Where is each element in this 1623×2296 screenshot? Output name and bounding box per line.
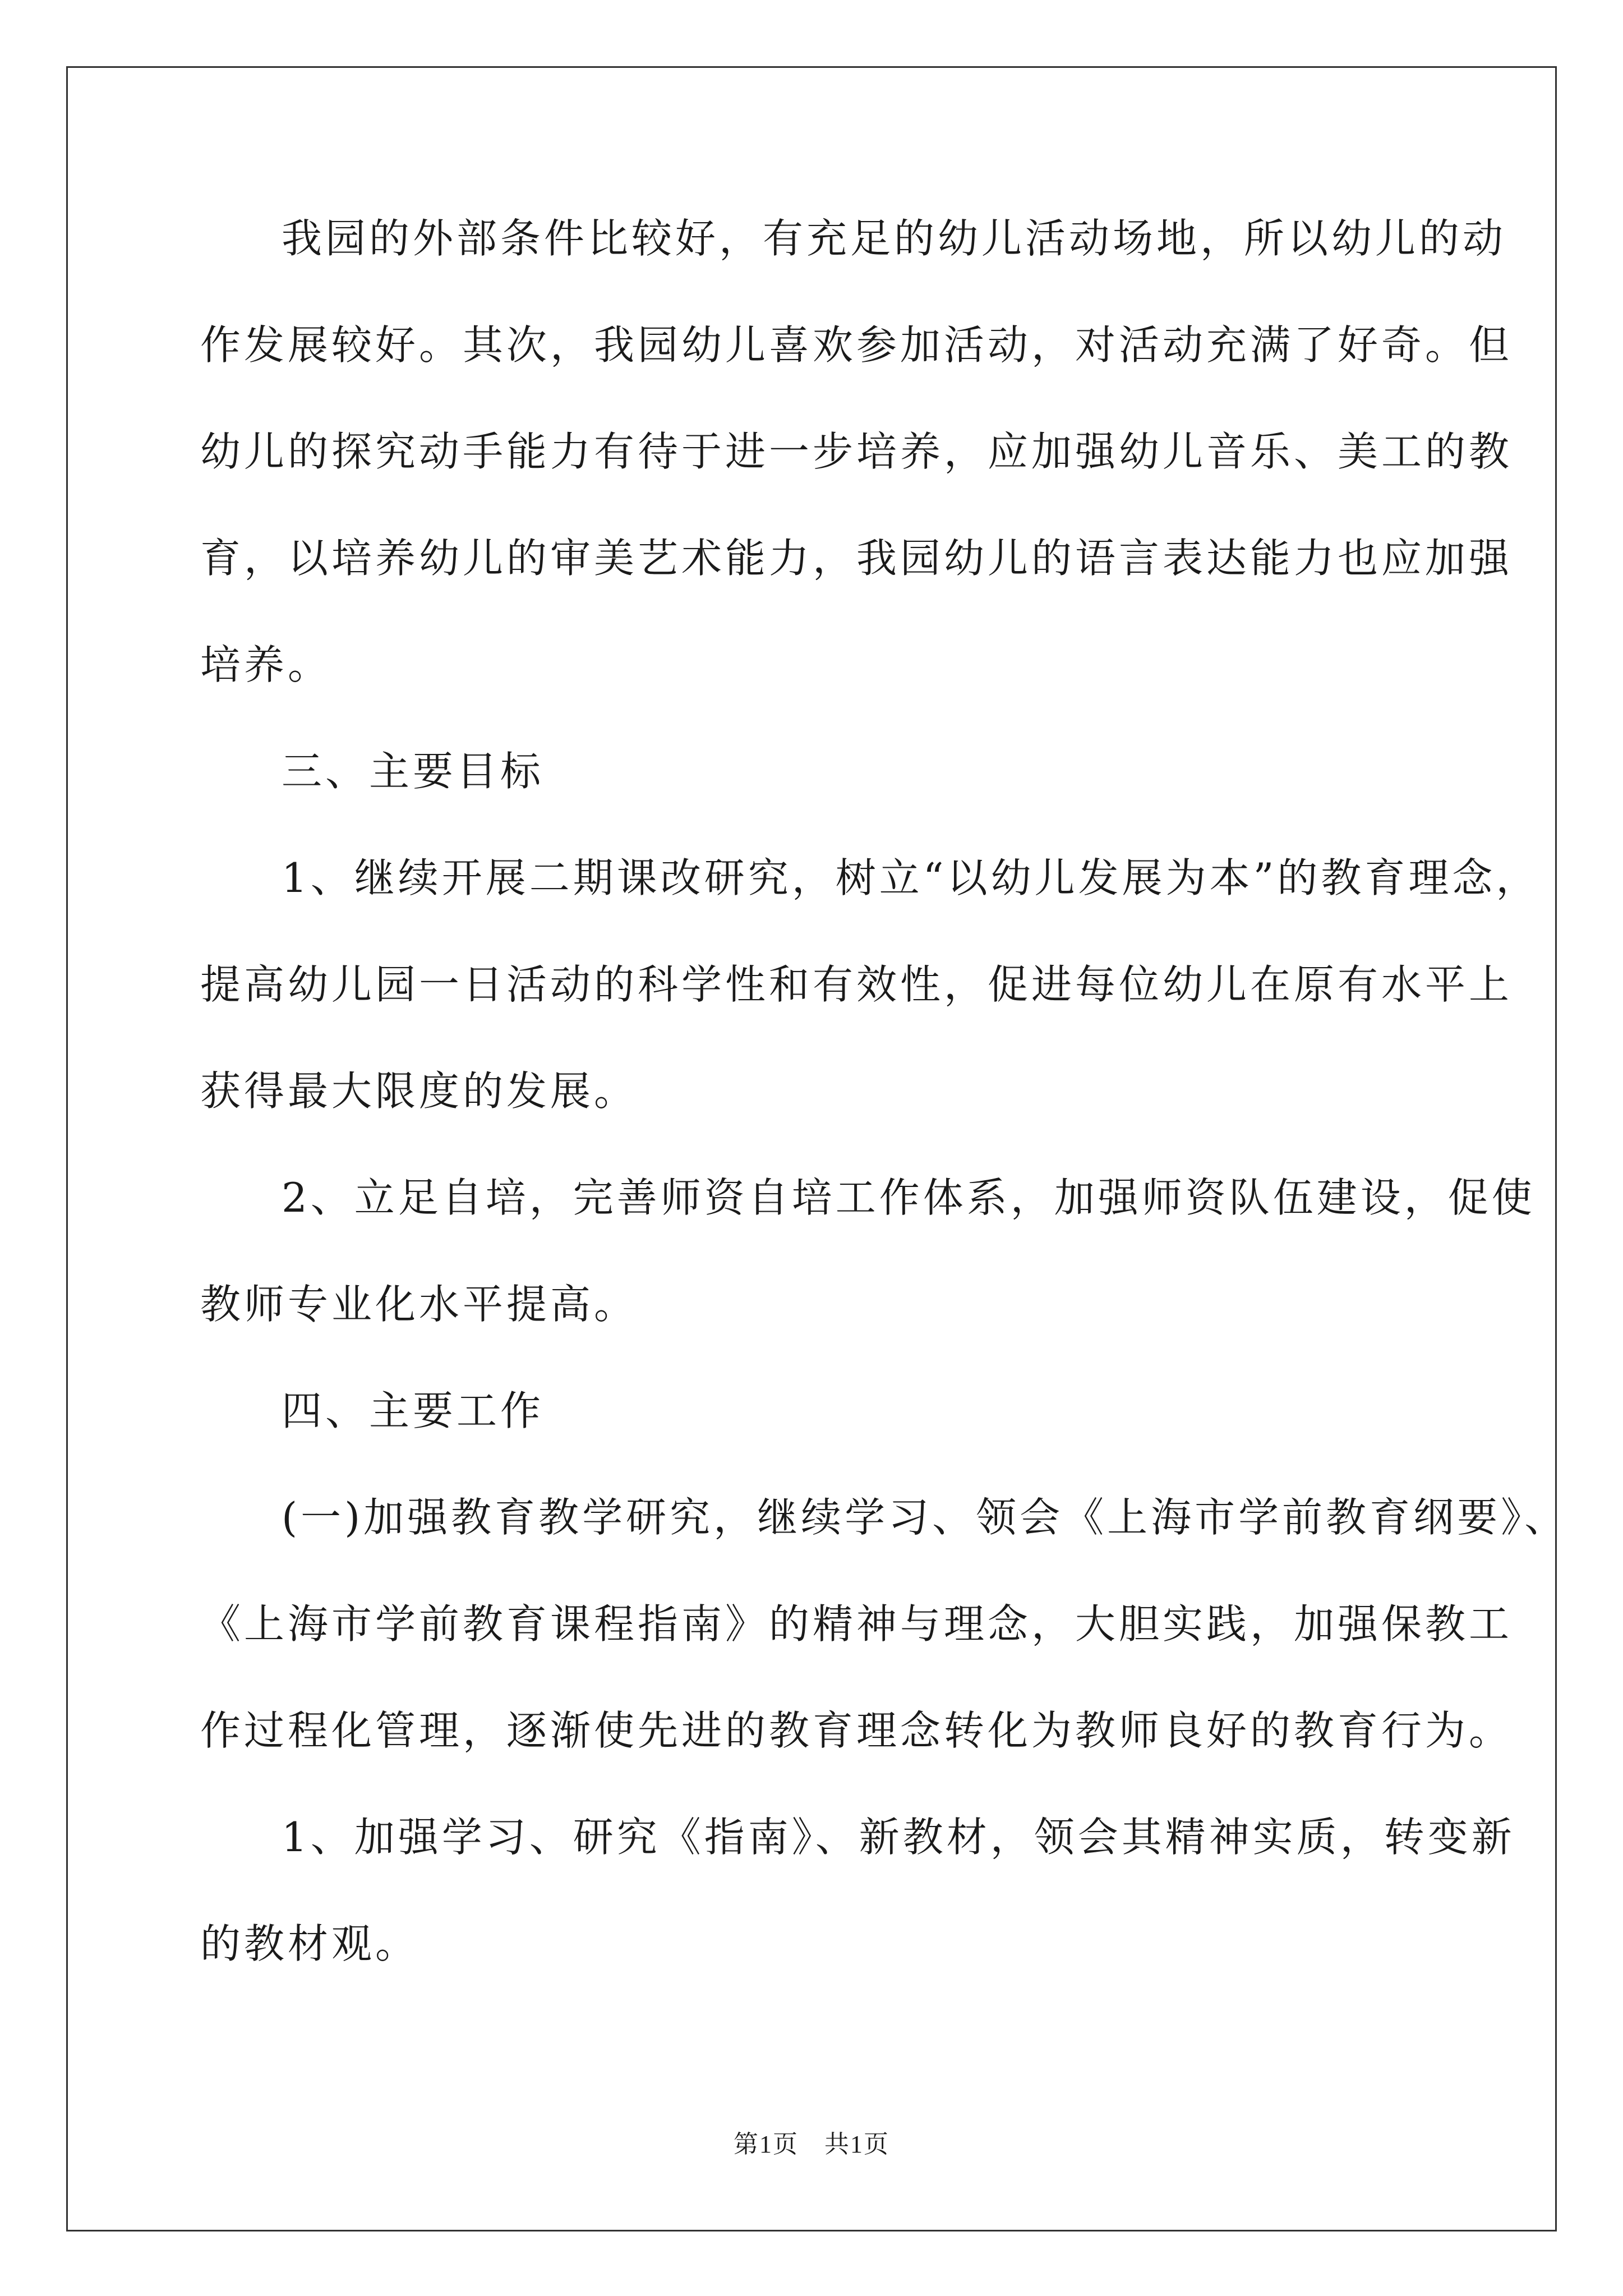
paragraph-line: 《上海市学前教育课程指南》的精神与理念，大胆实践，加强保教工 [200,1600,1513,1648]
paragraph-line: 育，以培养幼儿的审美艺术能力，我园幼儿的语言表达能力也应加强 [200,535,1513,582]
paragraph-line: 提高幼儿园一日活动的科学性和有效性，促进每位幼儿在原有水平上 [200,961,1513,1008]
paragraph-line: 1、继续开展二期课改研究，树立“以幼儿发展为本”的教育理念， [282,854,1540,901]
paragraph-line: 1、加强学习、研究《指南》、新教材，领会其精神实质，转变新 [282,1814,1515,1861]
paragraph-line: 的教材观。 [200,1920,419,1967]
paragraph-line: 获得最大限度的发展。 [200,1068,638,1115]
paragraph-line: 作过程化管理，逐渐使先进的教育理念转化为教师良好的教育行为。 [200,1707,1513,1754]
paragraph-line: (一)加强教育教学研究，继续学习、领会《上海市学前教育纲要》、 [282,1494,1569,1541]
section-heading: 四、主要工作 [282,1387,545,1434]
section-heading: 三、主要目标 [282,748,545,795]
paragraph-line: 作发展较好。其次，我园幼儿喜欢参加活动，对活动充满了好奇。但 [200,321,1513,369]
paragraph-line: 2、立足自培，完善师资自培工作体系，加强师资队伍建设，促使 [282,1174,1536,1221]
paragraph-line: 教师专业化水平提高。 [200,1281,638,1328]
page-number-footer: 第1页 共1页 [734,2131,889,2158]
paragraph-line: 幼儿的探究动手能力有待于进一步培养，应加强幼儿音乐、美工的教 [200,428,1513,475]
paragraph-line: 我园的外部条件比较好，有充足的幼儿活动场地，所以幼儿的动 [282,215,1507,262]
page-border [66,66,1557,2231]
paragraph-line: 培养。 [200,641,332,688]
